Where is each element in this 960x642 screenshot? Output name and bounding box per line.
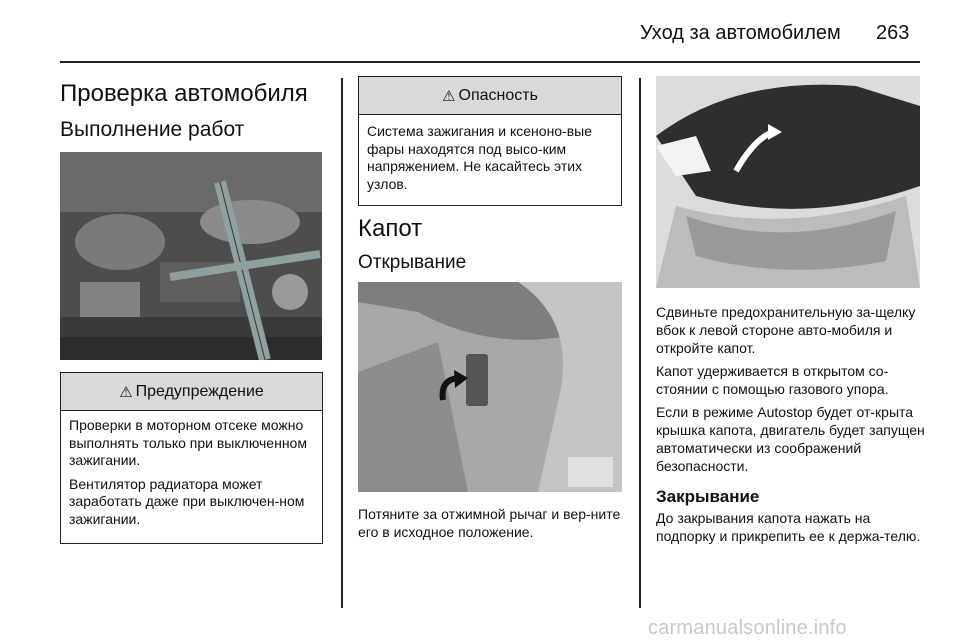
- closing-heading: Закрывание: [656, 487, 760, 506]
- col3-paragraph-2: Капот удерживается в открытом со-стоянии с помощью газового упора.: [656, 363, 889, 397]
- opening-subheading: Открывание: [358, 252, 467, 273]
- danger-box-title: Опасность: [458, 86, 538, 104]
- hood-opening-illustration: [656, 76, 920, 288]
- watermark: carmanualsonline.info: [648, 617, 847, 639]
- closing-text: До закрывания капота нажать на подпорку и прикрепить ее к держа-телю.: [656, 510, 921, 544]
- danger-box-body: [359, 115, 621, 193]
- release-lever-caption: Потяните за отжимной рычаг и вер-ните его в исходное положение.: [358, 506, 621, 540]
- column-divider-1: [341, 78, 343, 608]
- page-number: 263: [876, 22, 910, 44]
- warning-box-body: [61, 411, 322, 528]
- header-divider: [60, 61, 920, 63]
- warning-box-title: Предупреждение: [135, 382, 264, 400]
- section-heading: Проверка автомобиля: [60, 80, 308, 107]
- danger-paragraph: Система зажигания и ксеноно-вые фары находятся под высо-ким напряжением. Не касайтесь этих узлов.: [367, 123, 593, 192]
- running-header-title: Уход за автомобилем: [640, 22, 841, 44]
- warning-triangle-icon: ⚠: [119, 383, 133, 401]
- warning-box-header: [61, 373, 322, 411]
- warning-paragraph: Проверки в моторном отсеке можно выполнять только при выключенном зажигании.: [69, 417, 307, 468]
- warning-box: [60, 372, 323, 544]
- col3-paragraph-3: Если в режиме Autostop будет от-крыта крышка капота, двигатель будет запущен автоматически из соображений безопасности.: [656, 404, 925, 474]
- subsection-heading: Выполнение работ: [60, 118, 245, 141]
- col3-paragraph-1: Сдвиньте предохранительную за-щелку вбок к левой стороне авто-мобиля и откройте капот.: [656, 304, 916, 356]
- hood-release-lever-illustration: [358, 282, 622, 492]
- column-divider-2: [639, 78, 641, 608]
- warning-paragraph: Вентилятор радиатора может заработать даже при выключен-ном зажигании.: [69, 475, 305, 527]
- engine-bay-illustration: [60, 152, 322, 360]
- danger-box-header: [359, 77, 621, 115]
- danger-box: [358, 76, 622, 206]
- hood-heading: Капот: [358, 215, 423, 242]
- warning-triangle-icon: ⚠: [442, 87, 456, 105]
